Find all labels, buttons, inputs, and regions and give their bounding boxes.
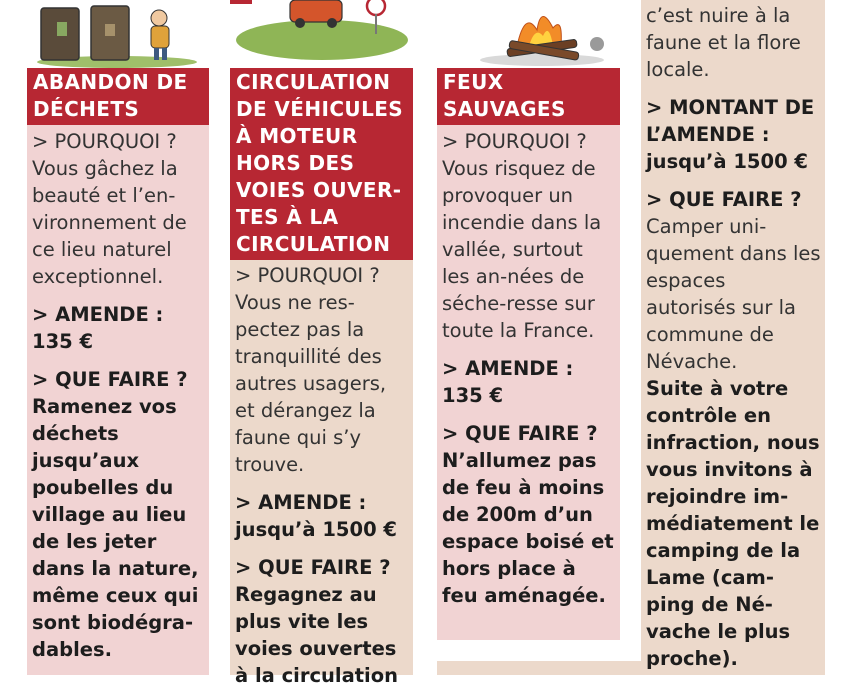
- fine-value: 135 €: [442, 384, 504, 407]
- action-label: > QUE FAIRE ?: [646, 188, 802, 211]
- action-text-invite: Suite à votre contrôle en infraction, nous vous invitons à rejoindre im-médiatement le camping de la Lame (cam-ping de Né-vache le plus proche).: [646, 377, 820, 670]
- why-label: > POURQUOI ?: [442, 130, 587, 153]
- action-label: > QUE FAIRE ?: [235, 556, 391, 579]
- section-body-vehicles: [235, 262, 409, 689]
- car-illustration: [230, 0, 413, 68]
- section-body-camping: [646, 2, 821, 672]
- why-text: Vous ne res-pectez pas la tranquillité des autres usagers, et dérangez la faune qui s’y trouve.: [235, 291, 387, 476]
- fine-label: > AMENDE :: [32, 303, 164, 326]
- fine-label: > MONTANT DE L’AMENDE :: [646, 96, 815, 146]
- section-body-fires: [442, 128, 616, 609]
- section-body-waste: [32, 128, 205, 663]
- panel-vehicles: [230, 0, 413, 687]
- why-label: > POURQUOI ?: [32, 130, 177, 153]
- intro-text: c’est nuire à la faune et la flore locale.: [646, 4, 801, 81]
- section-title-vehicles: CIRCULATION DE VÉHICULES À MOTEUR HORS DES VOIES OUVER-TES À LA CIRCULATION: [230, 68, 413, 260]
- why-text: Vous risquez de provoquer un incendie dans la vallée, surtout les an-nées de séche-resse sur toute la France.: [442, 157, 602, 342]
- why-label: > POURQUOI ?: [235, 264, 380, 287]
- action-label: > QUE FAIRE ?: [442, 422, 598, 445]
- action-text: Regagnez au plus vite les voies ouvertes à la circulation: [235, 583, 399, 687]
- action-text: N’allumez pas de feu à moins de 200m d’un espace boisé et hors place à feu aménagée.: [442, 449, 614, 607]
- fine-value: jusqu’à 1500 €: [235, 518, 397, 541]
- trash-bins-illustration: [27, 0, 209, 68]
- panel-camping: [641, 0, 825, 675]
- panel-waste: [27, 0, 209, 675]
- why-text: Vous gâchez la beauté et l’en-vironnement de ce lieu naturel exceptionnel.: [32, 157, 187, 288]
- fine-value: jusqu’à 1500 €: [646, 150, 808, 173]
- action-label: > QUE FAIRE ?: [32, 368, 188, 391]
- fine-label: > AMENDE :: [442, 357, 574, 380]
- action-text: Camper uni-quement dans les espaces autorisés sur la commune de Névache.: [646, 215, 821, 373]
- section-title-fires: FEUX SAUVAGES: [437, 68, 620, 125]
- campfire-illustration: [437, 0, 620, 68]
- fine-label: > AMENDE :: [235, 491, 367, 514]
- section-title-waste: ABANDON DE DÉCHETS: [27, 68, 209, 125]
- fine-value: 135 €: [32, 330, 94, 353]
- panel-fires: [437, 0, 620, 640]
- action-text: Ramenez vos déchets jusqu’aux poubelles du village au lieu de les jeter dans la nature, même ceux qui sont biodégra-dables.: [32, 395, 199, 661]
